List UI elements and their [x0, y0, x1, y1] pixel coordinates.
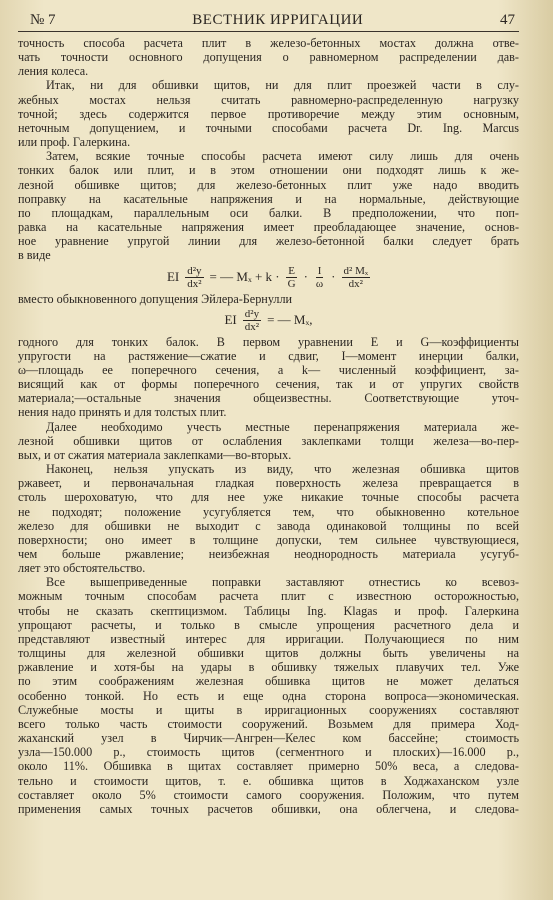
formula-timoshenko: [18, 265, 519, 290]
text-line: тельно и стоимости щитов, т. е. обшивка щитов в Ходжаханском узле: [18, 773, 519, 788]
text-line: поверхности; оно имеет в толщине допуски, тем сильнее чувствующиеся,: [18, 532, 519, 547]
text-line: точной; здесь содержится первое противоречие между этим основным,: [18, 106, 519, 121]
text-line: вместо обыкновенного допущения Эйлера-Бернулли: [18, 291, 293, 306]
text-line: висящий как от формы поперечного сечения, так и от упругих свойств: [18, 377, 519, 392]
fraction-e-g: $\frac{E}{G}$: [287, 264, 296, 290]
text-line: ω—площадь ее поперечного сечения, а k— численный коэффициент, за-: [18, 362, 519, 377]
text-line: узла—150.000 р., стоимость щитов (сегментного и плоских)—16.000 р.,: [18, 745, 519, 760]
text-line: материала;—остальные значения общеизвестны. Соответствующие уточ-: [18, 391, 519, 406]
paragraph-2: [18, 78, 519, 149]
text-line: толщины для железной обшивки щитов должны быть увеличены на: [18, 646, 519, 661]
article-body: [18, 36, 519, 816]
fraction-d2m-dx2: $\frac{\text{d² Mₓ}}{\text{dx²}}$: [343, 264, 369, 290]
text-line: точность способа расчета плит в железо-бетонных мостах должна отве-: [18, 36, 519, 50]
formula-euler-bernoulli: [18, 308, 519, 333]
text-line: Итак, ни для обшивки щитов, ни для плит проезжей части в слу-: [46, 78, 519, 93]
text-line: по этим соображениям железная обшивка щитов не может делаться: [18, 674, 519, 689]
text-line: ления колеса.: [18, 64, 89, 79]
fraction-d2y-dx2: $\frac{\text{d²y}}{\text{dx²}}$: [187, 264, 202, 290]
text-line: нения надо принять и для толстых плит.: [18, 405, 227, 420]
text-line: поправку на касательные напряжения и на нормальные, действующие: [18, 191, 519, 206]
text-line: лезной обшивке щитов; для железо-бетонных плит уже надо вводить: [18, 177, 519, 192]
page-header: [18, 12, 519, 32]
text-line: чтобы не сказать скептицизмом. Таблицы Ing. Klagas и проф. Галеркина: [18, 603, 519, 618]
text-line: или проф. Галеркина.: [18, 135, 131, 150]
text-line: годного для тонких балок. В первом уравнении E и G—коэффициенты: [18, 334, 519, 349]
text-line: Затем, всякие точные способы расчета имеют силу лишь для очень: [46, 149, 519, 164]
journal-title: ВЕСТНИК ИРРИГАЦИИ: [192, 12, 364, 28]
text-line: применения самых точных расчетов обшивки, она облегчена, и следова-: [18, 801, 519, 816]
issue-number: № 7: [30, 12, 56, 28]
text-line: ржавеет, и первоначальная гладкая поверхность железа превращается в: [18, 476, 519, 491]
page-number: 47: [499, 12, 515, 28]
text-line: чем больше ржавление; неизбежная неоднородность материала усугуб-: [18, 547, 519, 561]
text-line: всего только часть стоимости сооружений. Возьмем для примера Ход-: [18, 716, 519, 731]
text-line: столь шероховатую, что для нее уже никакие точные способы расчета: [18, 490, 519, 505]
text-line: особенно тонкой. Но есть и еще одна сторона вопроса—экономическая.: [18, 688, 519, 703]
text-line: жебных мостах нельзя считать равномерно-распределенную нагрузку: [18, 92, 519, 107]
text-line: жаханский узел в Чирчик—Ангрен—Келес ком бассейне; стоимость: [18, 731, 519, 746]
text-line: равка на касательные напряжения имеет преобладающее значение, основ-: [18, 220, 519, 235]
paragraph-6: [18, 420, 519, 462]
paragraph-5: [18, 335, 519, 420]
text-line: составляет около 5% стоимости самого сооружения. Положим, что путем: [18, 787, 519, 802]
formula-ei: EI: [224, 312, 237, 328]
text-line: представляют известный интерес для ирригации. Получающиеся по ним: [18, 631, 519, 646]
text-line: ржавление и хотя-бы на удары в обшивку тяжелых плавучих тел. Уже: [18, 660, 519, 675]
text-line: неточным допущением, и точными способами расчета Dr. Ing. Marcus: [18, 120, 519, 135]
fraction-i-omega: $\frac{I}{\omega}$: [315, 264, 324, 290]
text-line: упрощают расчеты, и только в смысле упрощения расчетного дела и: [18, 617, 519, 632]
text-line: вых, и от сжатия материала заклепками—во-вторых.: [18, 447, 292, 462]
text-line: не подходят; положение усугубляется тем, что обыкновенно котельное: [18, 504, 519, 519]
text-line: тонких балок или плит, и в этом отношении они подходят лишь к же-: [18, 163, 519, 178]
text-line: Все вышеприведенные поправки заставляют отнестись ко всевоз-: [46, 575, 519, 590]
formula-middle: = — Mₓ + k ·: [209, 268, 280, 284]
text-line: лезной обшивки щитов от ослабления заклепками толщи железа—во-пер-: [18, 433, 519, 448]
text-line: около 11%. Обшивка в щитах составляет примерно 50% веса, а следова-: [18, 759, 519, 774]
text-line: в виде: [18, 248, 51, 263]
text-line: железо для обшивки не выходит с завода одинаковой толщины по всей: [18, 518, 519, 533]
text-line: ляет это обстоятельство.: [18, 561, 146, 576]
fraction-d2y-dx2: $\frac{\text{d²y}}{\text{dx²}}$: [244, 307, 260, 333]
text-line: упругости на растяжение—сжатие и сдвиг, I—момент инерции балки,: [18, 348, 519, 363]
text-line: по площадкам, параллельным оси балки. В предположении, что поп-: [18, 205, 519, 220]
text-line: Служебные мосты и щиты в ирригационных сооружениях составляют: [18, 702, 519, 717]
paragraph-3: [18, 149, 519, 262]
text-line: Далее необходимо учесть местные перенапряжения материала же-: [46, 419, 519, 434]
paragraph-7: [18, 462, 519, 575]
text-line: Наконец, нельзя упускать из виду, что железная обшивка щитов: [46, 462, 519, 477]
text-line: ное уравнение упругой линии для железо-бетонной балки следует брать: [18, 234, 519, 249]
text-line: можным точным способам расчета плит с известною осторожностью,: [18, 589, 519, 604]
formula-dot: ·: [303, 268, 308, 284]
text-line: чать точности основного допущения о равномерном распределении дав-: [18, 50, 519, 65]
formula-rhs: = — Mₓ,: [267, 312, 313, 328]
paragraph-4: [18, 292, 519, 306]
paragraph-8: [18, 575, 519, 816]
paragraph-1: [18, 36, 519, 78]
formula-dot: ·: [331, 268, 336, 284]
formula-ei: EI: [166, 268, 180, 284]
